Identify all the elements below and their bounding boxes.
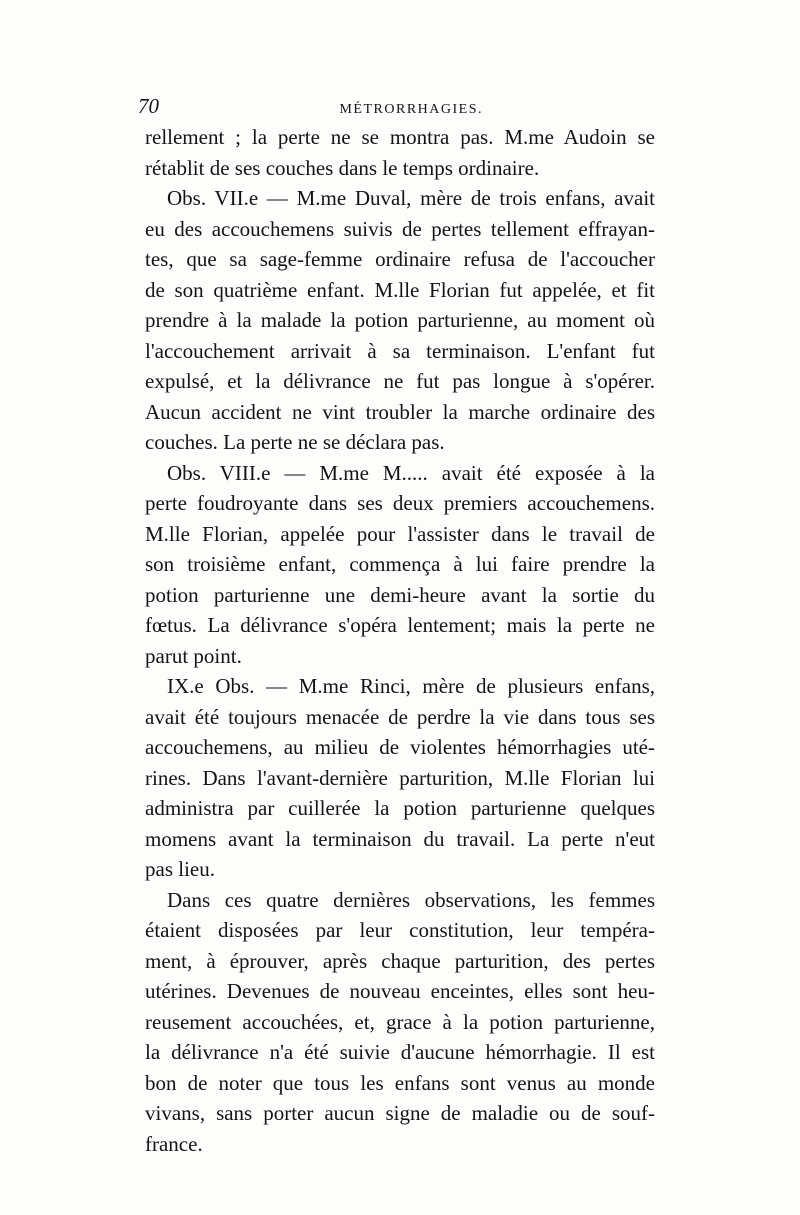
text-line: rétablit de ses couches dans le temps ordinaire. xyxy=(145,155,540,180)
text-line: couches. La perte ne se déclara pas. xyxy=(145,430,445,454)
text-line: administra par cuillerée la potion parturienne quelques xyxy=(145,796,655,820)
text-line: la délivrance n'a été suivie d'aucune hémorrhagie. Il est xyxy=(145,1040,655,1064)
text-line: son troisième enfant, commença à lui faire prendre la xyxy=(145,552,655,576)
text-line: potion parturienne une demi-heure avant la sortie du xyxy=(145,582,655,607)
text-line: pas lieu. xyxy=(145,857,215,881)
text-line: momens avant la terminaison du travail. La perte n'eut xyxy=(145,826,655,851)
text-line: vivans, sans porter aucun signe de maladie ou de souf- xyxy=(145,1101,655,1125)
text-line: expulsé, et la délivrance ne fut pas longue à s'opérer. xyxy=(145,369,655,393)
running-head xyxy=(138,94,655,120)
text-line: reusement accouchées, et, grace à la potion parturienne, xyxy=(145,1009,655,1034)
text-line: france. xyxy=(145,1131,203,1156)
running-title: MÉTRORRHAGIES. xyxy=(339,102,483,117)
text-line: accouchemens, au milieu de violentes hémorrhagies uté- xyxy=(145,735,655,759)
text-line: rellement ; la perte ne se montra pas. M.me Audoin se xyxy=(145,125,655,149)
text-line: perte foudroyante dans ses deux premiers accouchemens. xyxy=(145,491,655,515)
text-line: Dans ces quatre dernières observations, les femmes xyxy=(167,887,655,912)
text-line: tes, que sa sage-femme ordinaire refusa de l'accoucher xyxy=(145,247,655,271)
text-line: Obs. VII.e — M.me Duval, mère de trois enfans, avait xyxy=(167,186,655,210)
text-line: étaient disposées par leur constitution, leur tempéra- xyxy=(145,918,655,942)
text-line: avait été toujours menacée de perdre la vie dans tous ses xyxy=(145,704,655,729)
text-line: Obs. VIII.e — M.me M..... avait été exposée à la xyxy=(167,460,655,485)
text-line: IX.e Obs. — M.me Rinci, mère de plusieurs enfans, xyxy=(167,674,655,698)
text-line: M.lle Florian, appelée pour l'assister dans le travail de xyxy=(145,521,655,546)
page-number: 70 xyxy=(138,94,159,118)
text-line: eu des accouchemens suivis de pertes tellement effrayan- xyxy=(145,216,655,241)
text-line: rines. Dans l'avant-dernière parturition, M.lle Florian lui xyxy=(145,765,655,790)
text-line: utérines. Devenues de nouveau enceintes, elles sont heu- xyxy=(145,979,655,1003)
text-line: prendre à la malade la potion parturienne, au moment où xyxy=(145,308,655,332)
text-line: de son quatrième enfant. M.lle Florian fut appelée, et fit xyxy=(145,277,655,302)
text-line: bon de noter que tous les enfans sont venus au monde xyxy=(145,1070,655,1095)
text-line: Aucun accident ne vint troubler la marche ordinaire des xyxy=(145,399,655,424)
text-block xyxy=(138,94,655,1159)
text-line: ment, à éprouver, après chaque parturition, des pertes xyxy=(145,948,655,973)
text-line: parut point. xyxy=(145,643,242,668)
body-text xyxy=(145,122,655,1159)
text-line: l'accouchement arrivait à sa terminaison. L'enfant fut xyxy=(145,338,655,363)
text-line: fœtus. La délivrance s'opéra lentement; mais la perte ne xyxy=(145,613,655,637)
